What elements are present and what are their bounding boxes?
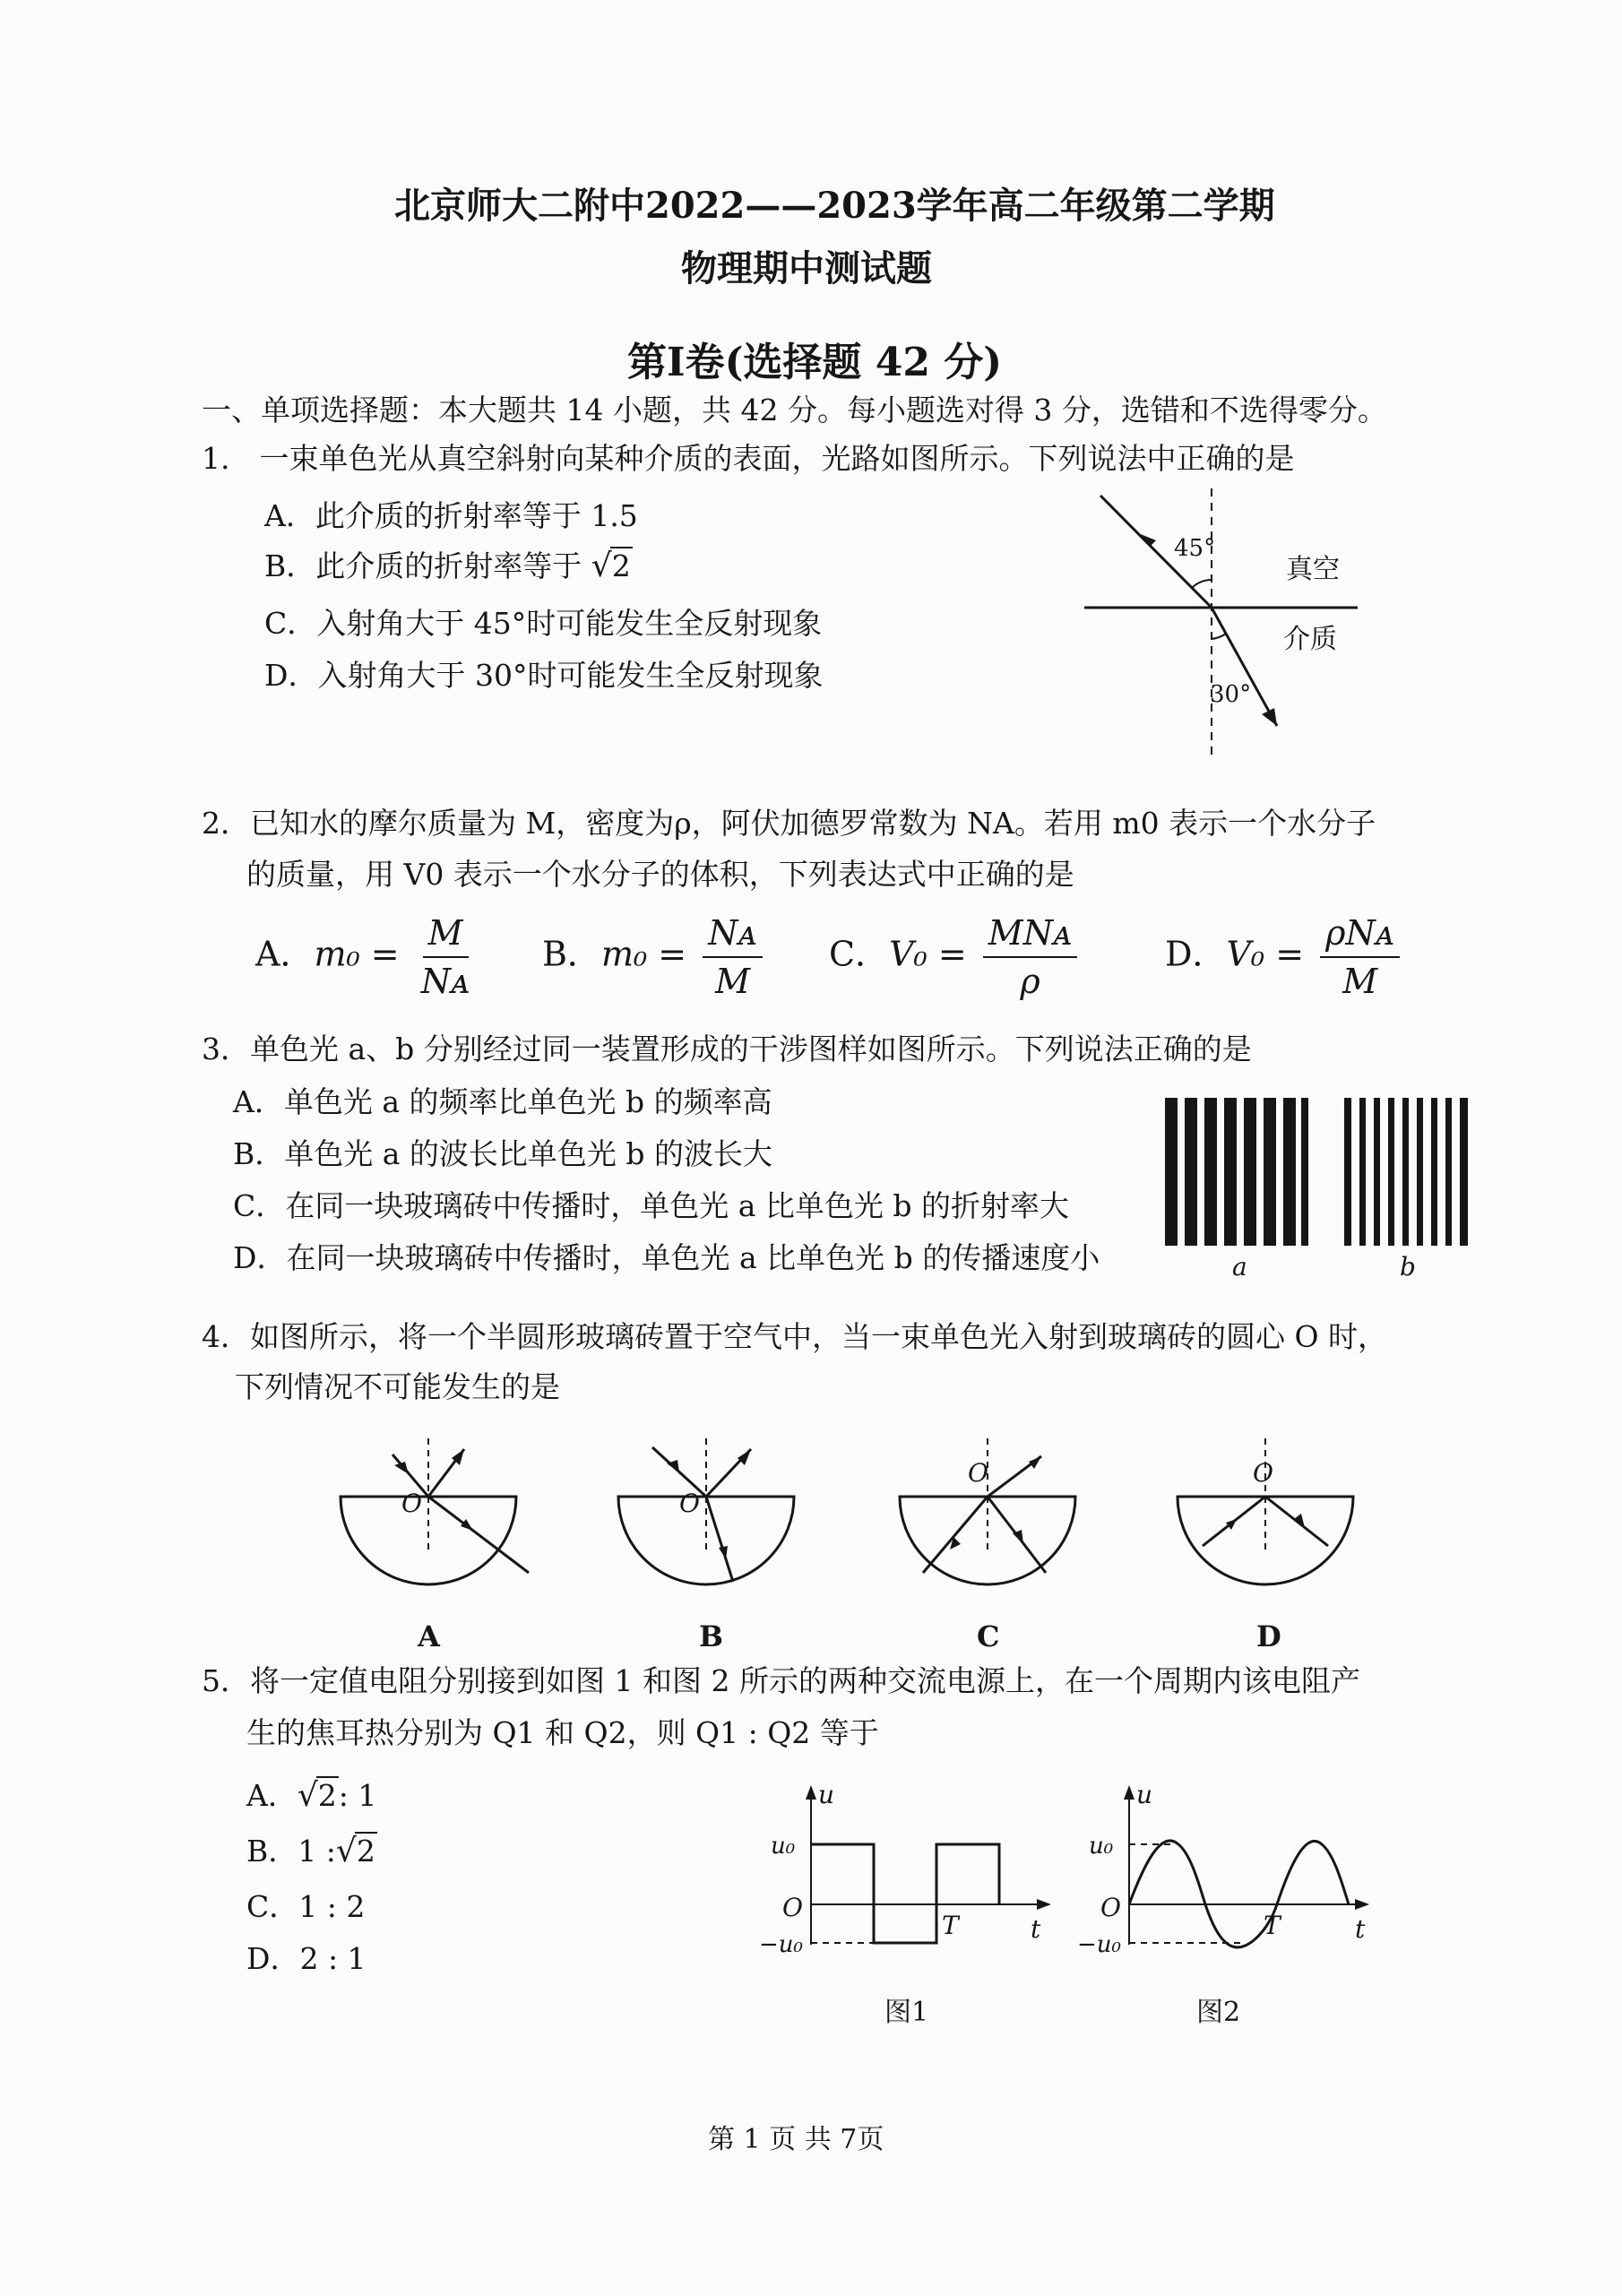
arrow-icon [1355, 1899, 1369, 1910]
origin-label: O [1100, 1893, 1121, 1922]
refracted-ray [428, 1497, 529, 1573]
figure-label-c: C [977, 1619, 1000, 1653]
figure-label-b: B [699, 1619, 724, 1653]
q5-b-label: B． [246, 1834, 298, 1869]
center-o-label: O [968, 1458, 988, 1488]
q2-c-denominator: ρ [1020, 962, 1040, 1001]
figure-label-d: D [1256, 1619, 1281, 1653]
q2-d-lhs: V₀ = [1226, 934, 1305, 974]
q2-c-label: C． [829, 934, 890, 974]
q4-figure-d [1176, 1438, 1373, 1653]
q5-stem-line1: 5．将一定值电阻分别接到如图 1 和图 2 所示的两种交流电源上，在一个周期内该电阻产 [202, 1663, 1360, 1698]
instructions: 一、单项选择题：本大题共 14 小题，共 42 分。每小题选对得 3 分，选错和不选得零分。 [202, 393, 1387, 427]
q2-d-label: D． [1165, 934, 1227, 974]
q2-stem-line2: 的质量，用 V0 表示一个水分子的体积，下列表达式中正确的是 [246, 857, 1074, 892]
q3-option-c: C．在同一块玻璃砖中传播时，单色光 a 比单色光 b 的折射率大 [233, 1188, 1070, 1223]
q3-stem: 3．单色光 a、b 分别经过同一装置形成的干涉图样如图所示。下列说法正确的是 [202, 1031, 1252, 1066]
q5-figure-2-sine-wave [1075, 1780, 1380, 2034]
page-number: 第 1 页 共 7页 [708, 2124, 884, 2155]
origin-label: O [782, 1893, 803, 1922]
arrow-icon [806, 1785, 816, 1800]
sqrt-sign: √ [591, 548, 612, 584]
q2-option-b [542, 910, 768, 1005]
q5-option-c: C．1 : 2 [246, 1889, 366, 1924]
center-o-label: O [679, 1489, 700, 1518]
q3-option-b: B．单色光 a 的波长比单色光 b 的波长大 [233, 1136, 773, 1171]
axis-t-label: t [1355, 1914, 1366, 1944]
q1-option-c: C．入射角大于 45°时可能发生全反射现象 [264, 606, 823, 641]
angle-label-30: 30° [1210, 681, 1252, 708]
arrow-icon [1037, 1899, 1051, 1910]
angle-arc-top [1192, 580, 1212, 588]
q2-b-numerator: Nᴀ [703, 910, 763, 958]
figure-2-caption: 图2 [1196, 1997, 1241, 2028]
axis-t-label: t [1031, 1914, 1041, 1944]
arrow-icon [1029, 1456, 1041, 1469]
q3-interference-figure [1165, 1098, 1488, 1282]
q5-option-d: D．2 : 1 [246, 1941, 367, 1976]
square-wave-curve [811, 1844, 999, 1943]
q3-option-a: A．单色光 a 的频率比单色光 b 的频率高 [233, 1084, 772, 1119]
q2-c-lhs: V₀ = [889, 934, 967, 974]
refracted-ray [706, 1497, 733, 1582]
center-o-label: O [401, 1489, 422, 1518]
u0-label: u₀ [1089, 1833, 1114, 1860]
medium-label: 介质 [1283, 624, 1337, 655]
q2-a-numerator: M [423, 910, 469, 958]
incident-ray [923, 1497, 988, 1573]
fringe-label-b: b [1400, 1252, 1416, 1282]
q2-c-numerator: MNᴀ [983, 910, 1078, 958]
q2-d-denominator: M [1342, 962, 1378, 1001]
sine-wave-curve [1129, 1841, 1349, 1947]
neg-u0-label: −u₀ [1077, 1931, 1121, 1958]
q1-option-b-root: 2 [611, 548, 631, 583]
section-title: 第I卷(选择题 42 分) [627, 340, 1003, 385]
q5-b-root: 2 [356, 1834, 375, 1869]
q2-b-lhs: m₀ = [600, 934, 687, 974]
arrow-icon [1226, 1519, 1237, 1530]
q2-b-label: B． [542, 934, 601, 974]
q1-stem: 1. 一束单色光从真空斜射向某种介质的表面，光路如图所示。下列说法中正确的是 [202, 441, 1295, 476]
q1-option-d: D．入射角大于 30°时可能发生全反射现象 [264, 658, 824, 693]
q4-figure-b [617, 1438, 814, 1653]
q1-option-b [264, 543, 633, 585]
axis-u-label: u [1136, 1780, 1153, 1809]
arrow-icon [1124, 1785, 1135, 1800]
fringe-label-a: a [1232, 1252, 1247, 1282]
q2-a-lhs: m₀ = [314, 934, 400, 974]
q1-option-a: A．此介质的折射率等于 1.5 [264, 498, 638, 533]
u0-label: u₀ [771, 1833, 796, 1860]
q4-stem-line1: 4．如图所示，将一个半圆形玻璃砖置于空气中，当一束单色光入射到玻璃砖的圆心 O 时， [202, 1319, 1388, 1354]
q4-figure-a [339, 1438, 536, 1653]
exam-subtitle: 物理期中测试题 [681, 247, 932, 289]
q3-option-d: D．在同一块玻璃砖中传播时，单色光 a 比单色光 b 的传播速度小 [233, 1240, 1100, 1275]
arrow-icon [394, 1462, 409, 1474]
sqrt-sign: √ [335, 1833, 357, 1869]
period-label: T [1264, 1911, 1281, 1940]
q2-b-denominator: M [715, 962, 751, 1001]
q2-option-a [255, 910, 480, 1005]
q1-refraction-figure [1084, 488, 1380, 757]
q5-a-root: 2 [317, 1778, 337, 1813]
q5-a-label: A． [246, 1778, 298, 1813]
angle-label-45: 45° [1174, 535, 1216, 562]
figure-label-a: A [418, 1619, 440, 1653]
refracted-ray [1212, 608, 1277, 726]
q2-option-c [829, 910, 1083, 1005]
q2-d-numerator: ρNᴀ [1320, 910, 1400, 958]
period-label: T [942, 1911, 959, 1940]
figure-1-caption: 图1 [884, 1997, 929, 2028]
fringe-pattern-a [1165, 1098, 1308, 1246]
sqrt-sign: √ [297, 1777, 318, 1814]
q1-option-b-text: B．此介质的折射率等于 [264, 548, 582, 583]
arrow-icon [461, 1519, 473, 1531]
vacuum-label: 真空 [1286, 554, 1340, 585]
q2-option-d [1165, 910, 1405, 1005]
center-o-label: O [1253, 1458, 1273, 1488]
q5-option-a [246, 1773, 376, 1815]
neg-u0-label: −u₀ [759, 1931, 803, 1958]
q5-stem-line2: 生的焦耳热分别为 Q1 和 Q2，则 Q1 : Q2 等于 [246, 1715, 879, 1750]
q2-a-label: A． [255, 934, 315, 974]
q5-option-b [246, 1828, 377, 1870]
exam-title: 北京师大二附中2022——2023学年高二年级第二学期 [394, 185, 1275, 227]
fringe-pattern-b [1344, 1098, 1468, 1246]
q2-a-denominator: Nᴀ [420, 962, 470, 1001]
q5-a-tail: : 1 [338, 1778, 377, 1813]
q4-stem-line2: 下列情况不可能发生的是 [235, 1369, 560, 1404]
q2-stem-line1: 2．已知水的摩尔质量为 M，密度为ρ，阿伏加德罗常数为 NA。若用 m0 表示一个水分子 [202, 806, 1376, 841]
axis-u-label: u [818, 1780, 835, 1809]
refracted-arrow-icon [1262, 708, 1277, 726]
angle-arc-bottom [1212, 634, 1226, 639]
q5-figure-1-square-wave [757, 1780, 1053, 2034]
q4-figure-c [898, 1438, 1095, 1653]
q5-b-head: 1 : [298, 1834, 336, 1869]
